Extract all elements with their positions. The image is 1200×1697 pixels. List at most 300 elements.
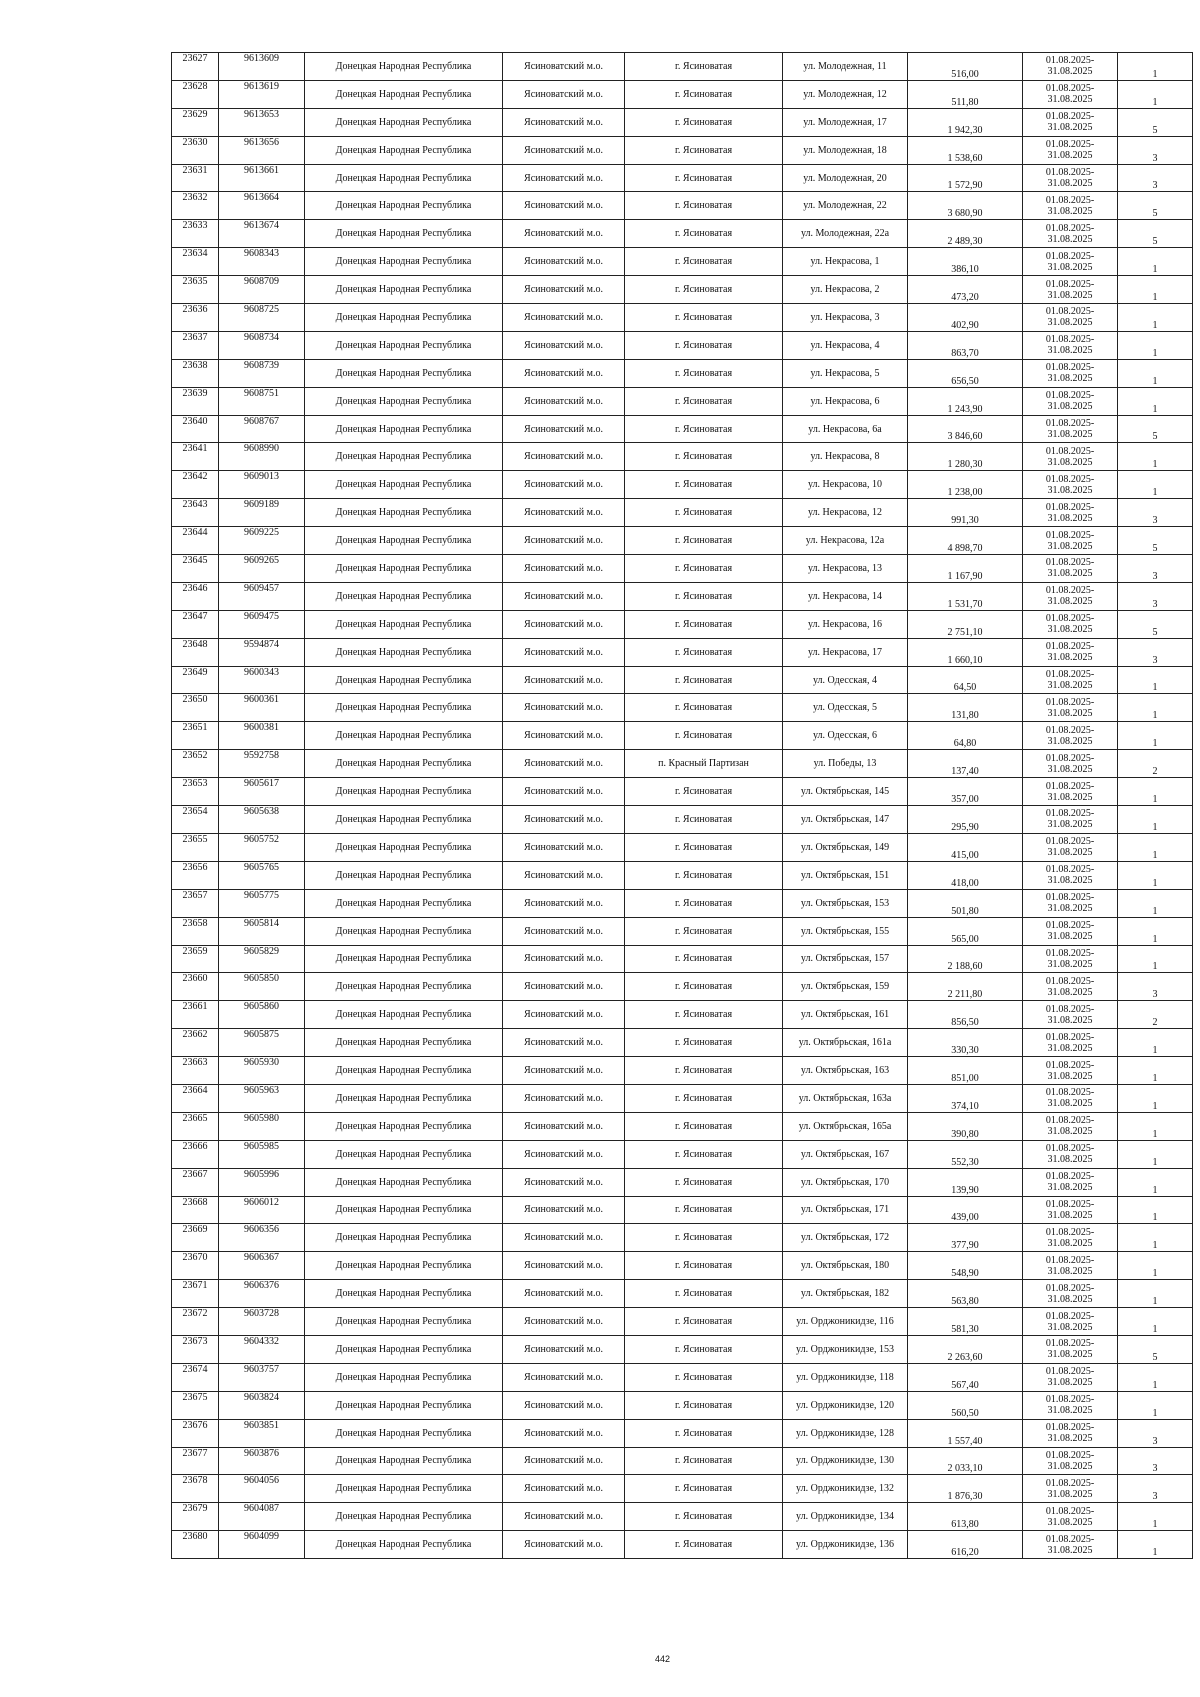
- cell-period: [1023, 1029, 1118, 1057]
- period-end: 31.08.2025: [1047, 1377, 1093, 1389]
- cell-count: 1: [1118, 1280, 1193, 1308]
- cell-region: Донецкая Народная Республика: [305, 1252, 503, 1280]
- table-row: [172, 527, 1193, 555]
- cell-settlement: г. Ясиноватая: [625, 1224, 783, 1252]
- cell-municipality: Ясиноватский м.о.: [503, 527, 625, 555]
- table-row: [172, 1140, 1193, 1168]
- period-start: 01.08.2025-: [1045, 920, 1095, 932]
- table-row: [172, 471, 1193, 499]
- cell-object-code: 9605875: [219, 1029, 305, 1057]
- cell-period: [1023, 917, 1118, 945]
- cell-record-number: 23664: [172, 1084, 219, 1112]
- cell-record-number: 23635: [172, 276, 219, 304]
- cell-address: ул. Октябрьская, 159: [783, 973, 908, 1001]
- period-start: 01.08.2025-: [1045, 278, 1095, 290]
- table-row: [172, 638, 1193, 666]
- cell-region: Донецкая Народная Республика: [305, 1308, 503, 1336]
- cell-period: [1023, 1447, 1118, 1475]
- cell-municipality: Ясиноватский м.о.: [503, 1112, 625, 1140]
- cell-count: 5: [1118, 192, 1193, 220]
- period-end: 31.08.2025: [1047, 735, 1093, 747]
- cell-count: 1: [1118, 1503, 1193, 1531]
- cell-area: 616,20: [908, 1531, 1023, 1559]
- period-start: 01.08.2025-: [1045, 1338, 1095, 1350]
- cell-settlement: г. Ясиноватая: [625, 694, 783, 722]
- cell-region: Донецкая Народная Республика: [305, 555, 503, 583]
- cell-record-number: 23637: [172, 331, 219, 359]
- cell-record-number: 23636: [172, 304, 219, 332]
- period-end: 31.08.2025: [1047, 401, 1093, 413]
- period-start: 01.08.2025-: [1045, 250, 1095, 262]
- cell-area: 560,50: [908, 1391, 1023, 1419]
- cell-settlement: г. Ясиноватая: [625, 1447, 783, 1475]
- cell-period: [1023, 136, 1118, 164]
- cell-settlement: г. Ясиноватая: [625, 527, 783, 555]
- cell-region: Донецкая Народная Республика: [305, 276, 503, 304]
- table-row: [172, 722, 1193, 750]
- cell-count: 2: [1118, 1001, 1193, 1029]
- period-end: 31.08.2025: [1047, 122, 1093, 134]
- cell-record-number: 23666: [172, 1140, 219, 1168]
- cell-settlement: г. Ясиноватая: [625, 889, 783, 917]
- cell-period: [1023, 1112, 1118, 1140]
- cell-region: Донецкая Народная Республика: [305, 833, 503, 861]
- table-row: [172, 889, 1193, 917]
- cell-period: [1023, 889, 1118, 917]
- table-row: [172, 1168, 1193, 1196]
- period-end: 31.08.2025: [1047, 819, 1093, 831]
- cell-municipality: Ясиноватский м.о.: [503, 1029, 625, 1057]
- table-row: [172, 136, 1193, 164]
- cell-record-number: 23653: [172, 778, 219, 806]
- period-end: 31.08.2025: [1047, 1209, 1093, 1221]
- cell-record-number: 23679: [172, 1503, 219, 1531]
- cell-region: Донецкая Народная Республика: [305, 248, 503, 276]
- cell-address: ул. Некрасова, 17: [783, 638, 908, 666]
- period-start: 01.08.2025-: [1045, 1394, 1095, 1406]
- cell-municipality: Ясиноватский м.о.: [503, 1391, 625, 1419]
- cell-settlement: г. Ясиноватая: [625, 1001, 783, 1029]
- cell-count: 1: [1118, 1196, 1193, 1224]
- table-row: [172, 806, 1193, 834]
- cell-object-code: 9603728: [219, 1308, 305, 1336]
- cell-address: ул. Орджоникидзе, 134: [783, 1503, 908, 1531]
- cell-record-number: 23680: [172, 1531, 219, 1559]
- cell-address: ул. Октябрьская, 157: [783, 945, 908, 973]
- cell-period: [1023, 806, 1118, 834]
- cell-period: [1023, 164, 1118, 192]
- cell-period: [1023, 53, 1118, 81]
- cell-record-number: 23662: [172, 1029, 219, 1057]
- cell-record-number: 23667: [172, 1168, 219, 1196]
- cell-object-code: 9600361: [219, 694, 305, 722]
- cell-municipality: Ясиноватский м.о.: [503, 1084, 625, 1112]
- cell-settlement: г. Ясиноватая: [625, 192, 783, 220]
- cell-settlement: г. Ясиноватая: [625, 220, 783, 248]
- table-row: [172, 1503, 1193, 1531]
- period-start: 01.08.2025-: [1045, 1282, 1095, 1294]
- cell-object-code: 9605814: [219, 917, 305, 945]
- period-end: 31.08.2025: [1047, 1293, 1093, 1305]
- cell-settlement: г. Ясиноватая: [625, 638, 783, 666]
- cell-count: 5: [1118, 1335, 1193, 1363]
- cell-object-code: 9613609: [219, 53, 305, 81]
- cell-record-number: 23649: [172, 666, 219, 694]
- cell-object-code: 9603851: [219, 1419, 305, 1447]
- cell-address: ул. Молодежная, 18: [783, 136, 908, 164]
- cell-region: Донецкая Народная Республика: [305, 164, 503, 192]
- cell-area: 3 680,90: [908, 192, 1023, 220]
- period-start: 01.08.2025-: [1045, 1143, 1095, 1155]
- cell-area: 1 660,10: [908, 638, 1023, 666]
- cell-object-code: 9609475: [219, 610, 305, 638]
- period-start: 01.08.2025-: [1045, 1115, 1095, 1127]
- cell-record-number: 23675: [172, 1391, 219, 1419]
- table-row: [172, 1252, 1193, 1280]
- cell-region: Донецкая Народная Республика: [305, 638, 503, 666]
- cell-area: 131,80: [908, 694, 1023, 722]
- cell-region: Донецкая Народная Республика: [305, 973, 503, 1001]
- cell-area: 1 572,90: [908, 164, 1023, 192]
- cell-region: Донецкая Народная Республика: [305, 1531, 503, 1559]
- cell-area: 1 876,30: [908, 1475, 1023, 1503]
- cell-address: ул. Октябрьская, 155: [783, 917, 908, 945]
- period-end: 31.08.2025: [1047, 345, 1093, 357]
- cell-object-code: 9608990: [219, 443, 305, 471]
- cell-record-number: 23640: [172, 415, 219, 443]
- cell-object-code: 9608725: [219, 304, 305, 332]
- cell-municipality: Ясиноватский м.о.: [503, 1168, 625, 1196]
- cell-object-code: 9609225: [219, 527, 305, 555]
- period-start: 01.08.2025-: [1045, 362, 1095, 374]
- cell-record-number: 23677: [172, 1447, 219, 1475]
- cell-record-number: 23651: [172, 722, 219, 750]
- table-row: [172, 443, 1193, 471]
- period-start: 01.08.2025-: [1045, 194, 1095, 206]
- cell-address: ул. Некрасова, 12а: [783, 527, 908, 555]
- cell-municipality: Ясиноватский м.о.: [503, 1531, 625, 1559]
- cell-municipality: Ясиноватский м.о.: [503, 1335, 625, 1363]
- cell-address: ул. Молодежная, 22: [783, 192, 908, 220]
- period-end: 31.08.2025: [1047, 875, 1093, 887]
- period-end: 31.08.2025: [1047, 1265, 1093, 1277]
- cell-municipality: Ясиноватский м.о.: [503, 889, 625, 917]
- cell-count: 1: [1118, 1531, 1193, 1559]
- period-end: 31.08.2025: [1047, 847, 1093, 859]
- cell-record-number: 23638: [172, 359, 219, 387]
- cell-period: [1023, 415, 1118, 443]
- cell-region: Донецкая Народная Республика: [305, 1196, 503, 1224]
- cell-municipality: Ясиноватский м.о.: [503, 1447, 625, 1475]
- cell-address: ул. Октябрьская, 165а: [783, 1112, 908, 1140]
- cell-address: ул. Октябрьская, 151: [783, 861, 908, 889]
- cell-count: 3: [1118, 638, 1193, 666]
- period-start: 01.08.2025-: [1045, 1310, 1095, 1322]
- cell-object-code: 9605850: [219, 973, 305, 1001]
- cell-record-number: 23634: [172, 248, 219, 276]
- cell-count: 1: [1118, 1029, 1193, 1057]
- cell-municipality: Ясиноватский м.о.: [503, 1280, 625, 1308]
- period-start: 01.08.2025-: [1045, 696, 1095, 708]
- cell-municipality: Ясиноватский м.о.: [503, 973, 625, 1001]
- cell-municipality: Ясиноватский м.о.: [503, 220, 625, 248]
- cell-period: [1023, 1503, 1118, 1531]
- cell-record-number: 23647: [172, 610, 219, 638]
- cell-record-number: 23674: [172, 1363, 219, 1391]
- cell-municipality: Ясиноватский м.о.: [503, 1224, 625, 1252]
- cell-record-number: 23633: [172, 220, 219, 248]
- cell-record-number: 23655: [172, 833, 219, 861]
- cell-count: 3: [1118, 1419, 1193, 1447]
- registry-table: [171, 52, 1193, 1559]
- cell-object-code: 9608767: [219, 415, 305, 443]
- cell-region: Донецкая Народная Республика: [305, 80, 503, 108]
- cell-address: ул. Некрасова, 10: [783, 471, 908, 499]
- cell-municipality: Ясиноватский м.о.: [503, 248, 625, 276]
- cell-area: 415,00: [908, 833, 1023, 861]
- period-start: 01.08.2025-: [1045, 445, 1095, 457]
- period-end: 31.08.2025: [1047, 1042, 1093, 1054]
- cell-record-number: 23678: [172, 1475, 219, 1503]
- cell-region: Донецкая Народная Республика: [305, 108, 503, 136]
- period-start: 01.08.2025-: [1045, 780, 1095, 792]
- period-end: 31.08.2025: [1047, 1349, 1093, 1361]
- cell-period: [1023, 666, 1118, 694]
- cell-period: [1023, 1084, 1118, 1112]
- cell-object-code: 9605930: [219, 1057, 305, 1085]
- cell-period: [1023, 1001, 1118, 1029]
- period-start: 01.08.2025-: [1045, 1254, 1095, 1266]
- cell-municipality: Ясиноватский м.о.: [503, 304, 625, 332]
- cell-region: Донецкая Народная Республика: [305, 1029, 503, 1057]
- period-end: 31.08.2025: [1047, 150, 1093, 162]
- cell-municipality: Ясиноватский м.о.: [503, 443, 625, 471]
- period-start: 01.08.2025-: [1045, 390, 1095, 402]
- period-start: 01.08.2025-: [1045, 641, 1095, 653]
- cell-object-code: 9605829: [219, 945, 305, 973]
- cell-record-number: 23643: [172, 499, 219, 527]
- cell-address: ул. Некрасова, 6: [783, 387, 908, 415]
- cell-object-code: 9604056: [219, 1475, 305, 1503]
- cell-area: 851,00: [908, 1057, 1023, 1085]
- cell-area: 1 238,00: [908, 471, 1023, 499]
- cell-record-number: 23652: [172, 750, 219, 778]
- cell-address: ул. Орджоникидзе, 116: [783, 1308, 908, 1336]
- cell-settlement: г. Ясиноватая: [625, 499, 783, 527]
- cell-period: [1023, 80, 1118, 108]
- cell-count: 1: [1118, 1308, 1193, 1336]
- table-row: [172, 415, 1193, 443]
- cell-address: ул. Одесская, 6: [783, 722, 908, 750]
- cell-municipality: Ясиноватский м.о.: [503, 861, 625, 889]
- cell-address: ул. Молодежная, 22а: [783, 220, 908, 248]
- cell-address: ул. Орджоникидзе, 130: [783, 1447, 908, 1475]
- period-start: 01.08.2025-: [1045, 167, 1095, 178]
- cell-municipality: Ясиноватский м.о.: [503, 276, 625, 304]
- cell-object-code: 9604087: [219, 1503, 305, 1531]
- cell-record-number: 23673: [172, 1335, 219, 1363]
- cell-object-code: 9600381: [219, 722, 305, 750]
- cell-municipality: Ясиноватский м.о.: [503, 136, 625, 164]
- cell-municipality: Ясиноватский м.о.: [503, 80, 625, 108]
- period-start: 01.08.2025-: [1045, 1171, 1095, 1183]
- table-row: [172, 1363, 1193, 1391]
- period-start: 01.08.2025-: [1045, 585, 1095, 597]
- period-start: 01.08.2025-: [1045, 306, 1095, 318]
- cell-object-code: 9608734: [219, 331, 305, 359]
- period-start: 01.08.2025-: [1045, 1422, 1095, 1434]
- cell-municipality: Ясиноватский м.о.: [503, 694, 625, 722]
- cell-period: [1023, 1308, 1118, 1336]
- table-row: [172, 220, 1193, 248]
- cell-address: ул. Некрасова, 1: [783, 248, 908, 276]
- cell-address: ул. Некрасова, 8: [783, 443, 908, 471]
- cell-region: Донецкая Народная Республика: [305, 415, 503, 443]
- cell-record-number: 23650: [172, 694, 219, 722]
- cell-settlement: г. Ясиноватая: [625, 1475, 783, 1503]
- table-row: [172, 1391, 1193, 1419]
- cell-count: 3: [1118, 164, 1193, 192]
- cell-count: 5: [1118, 415, 1193, 443]
- cell-address: ул. Некрасова, 3: [783, 304, 908, 332]
- cell-count: 1: [1118, 694, 1193, 722]
- cell-settlement: г. Ясиноватая: [625, 108, 783, 136]
- cell-region: Донецкая Народная Республика: [305, 1280, 503, 1308]
- table-row: [172, 80, 1193, 108]
- cell-region: Донецкая Народная Республика: [305, 359, 503, 387]
- cell-address: ул. Некрасова, 5: [783, 359, 908, 387]
- period-start: 01.08.2025-: [1045, 473, 1095, 485]
- table-row: [172, 778, 1193, 806]
- period-start: 01.08.2025-: [1045, 529, 1095, 541]
- cell-settlement: г. Ясиноватая: [625, 304, 783, 332]
- table-row: [172, 1447, 1193, 1475]
- cell-municipality: Ясиноватский м.о.: [503, 610, 625, 638]
- cell-record-number: 23670: [172, 1252, 219, 1280]
- period-start: 01.08.2025-: [1045, 836, 1095, 848]
- cell-region: Донецкая Народная Республика: [305, 1112, 503, 1140]
- cell-area: 390,80: [908, 1112, 1023, 1140]
- cell-count: 1: [1118, 861, 1193, 889]
- period-start: 01.08.2025-: [1045, 669, 1095, 681]
- cell-municipality: Ясиноватский м.о.: [503, 666, 625, 694]
- cell-address: ул. Октябрьская, 167: [783, 1140, 908, 1168]
- cell-settlement: г. Ясиноватая: [625, 973, 783, 1001]
- period-end: 31.08.2025: [1047, 261, 1093, 273]
- cell-area: 295,90: [908, 806, 1023, 834]
- cell-municipality: Ясиноватский м.о.: [503, 331, 625, 359]
- period-end: 31.08.2025: [1047, 680, 1093, 692]
- cell-address: ул. Некрасова, 14: [783, 582, 908, 610]
- cell-record-number: 23641: [172, 443, 219, 471]
- cell-settlement: г. Ясиноватая: [625, 610, 783, 638]
- cell-settlement: г. Ясиноватая: [625, 415, 783, 443]
- cell-area: 2 263,60: [908, 1335, 1023, 1363]
- cell-period: [1023, 973, 1118, 1001]
- cell-area: 613,80: [908, 1503, 1023, 1531]
- page-number: 442: [654, 1654, 671, 1664]
- cell-settlement: п. Красный Партизан: [625, 750, 783, 778]
- cell-region: Донецкая Народная Республика: [305, 1447, 503, 1475]
- cell-address: ул. Октябрьская, 161: [783, 1001, 908, 1029]
- cell-municipality: Ясиноватский м.о.: [503, 1057, 625, 1085]
- cell-period: [1023, 443, 1118, 471]
- cell-municipality: Ясиноватский м.о.: [503, 1308, 625, 1336]
- cell-object-code: 9608739: [219, 359, 305, 387]
- period-end: 31.08.2025: [1047, 958, 1093, 970]
- cell-count: 1: [1118, 806, 1193, 834]
- period-start: 01.08.2025-: [1045, 1226, 1095, 1238]
- cell-object-code: 9604099: [219, 1531, 305, 1559]
- cell-municipality: Ясиноватский м.о.: [503, 750, 625, 778]
- cell-count: 3: [1118, 1475, 1193, 1503]
- cell-object-code: 9606356: [219, 1224, 305, 1252]
- cell-area: 548,90: [908, 1252, 1023, 1280]
- cell-area: 473,20: [908, 276, 1023, 304]
- cell-count: 3: [1118, 136, 1193, 164]
- period-end: 31.08.2025: [1047, 1405, 1093, 1417]
- period-end: 31.08.2025: [1047, 178, 1093, 189]
- cell-region: Донецкая Народная Республика: [305, 582, 503, 610]
- cell-municipality: Ясиноватский м.о.: [503, 722, 625, 750]
- cell-record-number: 23627: [172, 53, 219, 81]
- cell-period: [1023, 945, 1118, 973]
- cell-record-number: 23676: [172, 1419, 219, 1447]
- table-row: [172, 694, 1193, 722]
- cell-area: 1 531,70: [908, 582, 1023, 610]
- period-end: 31.08.2025: [1047, 429, 1093, 441]
- cell-record-number: 23661: [172, 1001, 219, 1029]
- cell-record-number: 23669: [172, 1224, 219, 1252]
- cell-region: Донецкая Народная Республика: [305, 1140, 503, 1168]
- cell-municipality: Ясиноватский м.о.: [503, 471, 625, 499]
- cell-address: ул. Октябрьская, 149: [783, 833, 908, 861]
- cell-object-code: 9605617: [219, 778, 305, 806]
- period-start: 01.08.2025-: [1045, 1505, 1095, 1517]
- cell-municipality: Ясиноватский м.о.: [503, 833, 625, 861]
- cell-record-number: 23628: [172, 80, 219, 108]
- period-start: 01.08.2025-: [1045, 947, 1095, 959]
- table-row: [172, 1084, 1193, 1112]
- cell-object-code: 9613619: [219, 80, 305, 108]
- cell-address: ул. Октябрьская, 163: [783, 1057, 908, 1085]
- cell-address: ул. Молодежная, 17: [783, 108, 908, 136]
- cell-count: 1: [1118, 1140, 1193, 1168]
- cell-period: [1023, 1391, 1118, 1419]
- cell-area: 2 188,60: [908, 945, 1023, 973]
- period-end: 31.08.2025: [1047, 1460, 1093, 1472]
- period-end: 31.08.2025: [1047, 289, 1093, 301]
- period-end: 31.08.2025: [1047, 205, 1093, 217]
- cell-region: Донецкая Народная Республика: [305, 1057, 503, 1085]
- period-end: 31.08.2025: [1047, 903, 1093, 915]
- cell-area: 1 538,60: [908, 136, 1023, 164]
- period-end: 31.08.2025: [1047, 1237, 1093, 1249]
- cell-area: 137,40: [908, 750, 1023, 778]
- cell-area: 563,80: [908, 1280, 1023, 1308]
- cell-municipality: Ясиноватский м.о.: [503, 1140, 625, 1168]
- cell-period: [1023, 1196, 1118, 1224]
- cell-settlement: г. Ясиноватая: [625, 555, 783, 583]
- cell-area: 656,50: [908, 359, 1023, 387]
- cell-address: ул. Некрасова, 2: [783, 276, 908, 304]
- cell-address: ул. Октябрьская, 161а: [783, 1029, 908, 1057]
- period-end: 31.08.2025: [1047, 94, 1093, 106]
- table-row: [172, 833, 1193, 861]
- period-start: 01.08.2025-: [1045, 83, 1095, 95]
- cell-record-number: 23654: [172, 806, 219, 834]
- cell-settlement: г. Ясиноватая: [625, 1057, 783, 1085]
